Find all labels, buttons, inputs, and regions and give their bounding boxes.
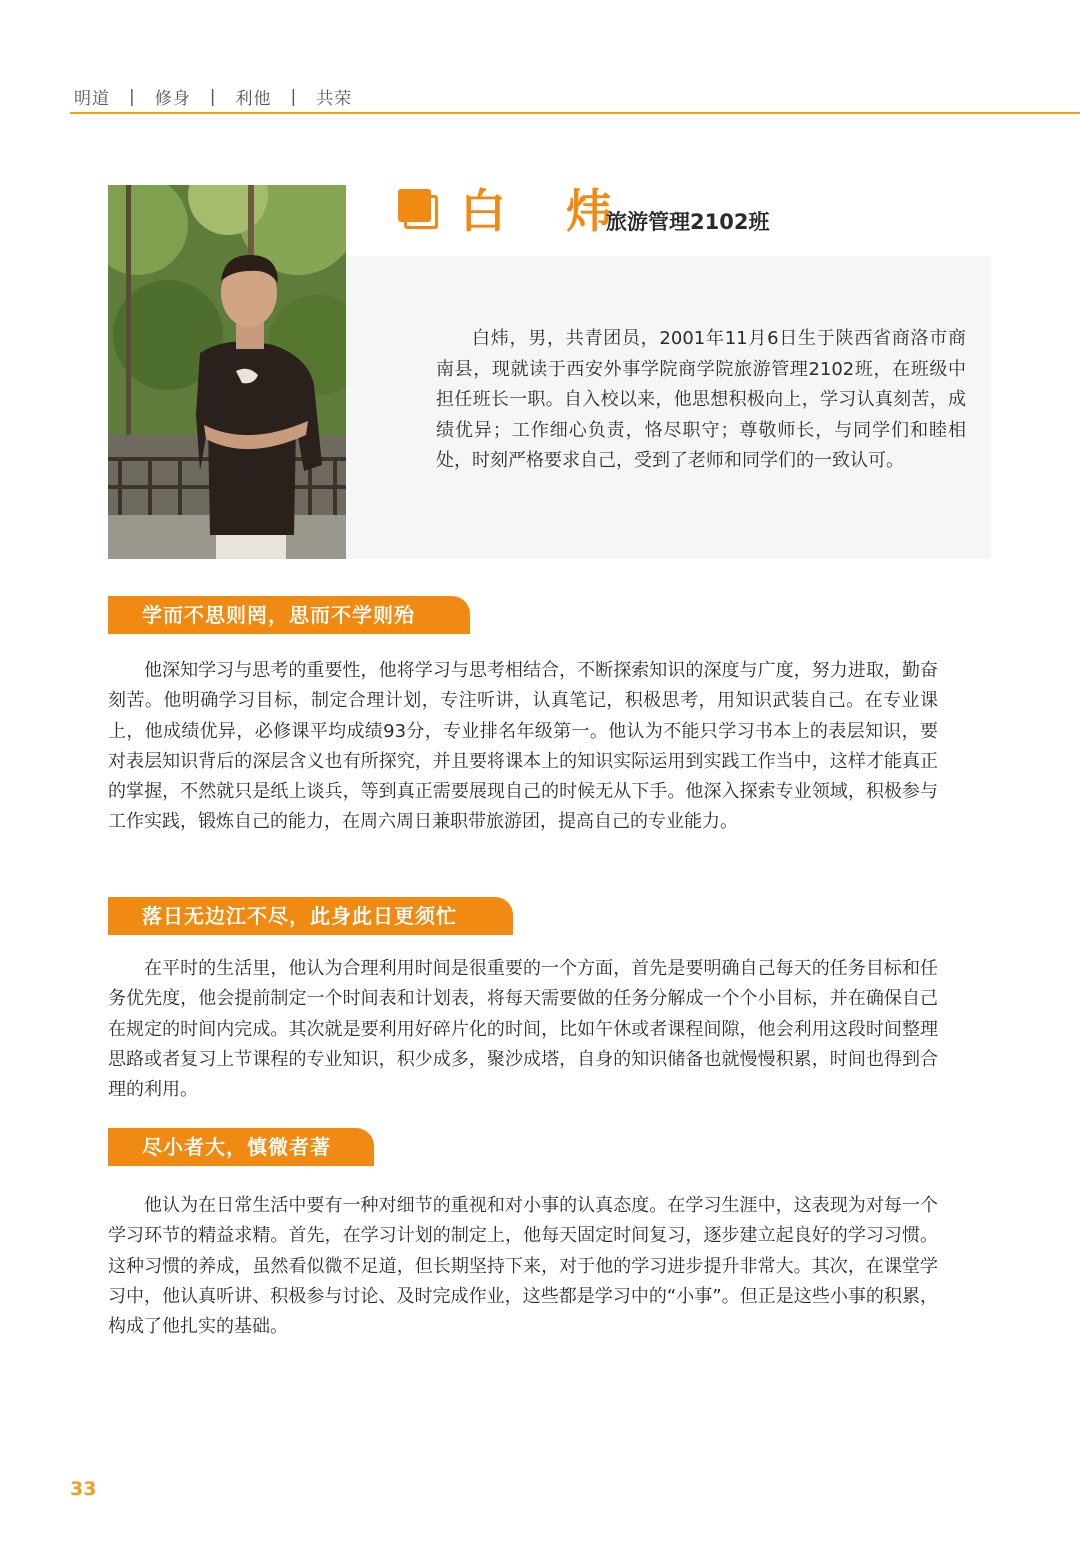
page-number: 33 <box>70 1478 97 1500</box>
section-body-details: 他认为在日常生活中要有一种对细节的重视和对小事的认真态度。在学习生涯中，这表现为对每一个学习环节的精益求精。首先，在学习计划的制定上，他每天固定时间复习，逐步建立起良好的学习习惯。这种习惯的养成，虽然看似微不足道，但长期坚持下来，对于他的学习进步提升非常大。其次，在课堂学习中，他认真听讲、积极参与讨论、及时完成作业，这些都是学习中的“小事”。但正是这些小事的积累，构成了他扎实的基础。 <box>108 1195 938 1338</box>
profile-photo-illustration <box>108 185 346 559</box>
header-divider <box>70 112 1080 114</box>
nav-separator: | <box>209 86 217 107</box>
header-nav <box>74 84 352 109</box>
section-title-details: 尽小者大，慎微者著 <box>108 1128 374 1166</box>
profile-heading <box>398 186 634 236</box>
person-name: 白 炜 <box>460 184 635 238</box>
profile-photo <box>108 185 346 559</box>
nav-item-gongrong: 共荣 <box>316 89 353 109</box>
class-name: 旅游管理2102班 <box>606 210 770 234</box>
nav-item-mingdao: 明道 <box>74 89 110 109</box>
nav-separator: | <box>129 86 136 107</box>
section-title-study: 学而不思则罔，思而不学则殆 <box>108 596 470 634</box>
square-badge-icon <box>398 189 440 233</box>
nav-item-lita: 利他 <box>235 89 272 109</box>
section-body-study: 他深知学习与思考的重要性，他将学习与思考相结合，不断探索知识的深度与广度，努力进取，勤奋刻苦。他明确学习目标，制定合理计划，专注听讲，认真笔记，积极思考，用知识武装自己。在专业课上，他成绩优异，必修课平均成绩93分，专业排名年级第一。他认为不能只学习书本上的表层知识，要对表层知识背后的深层含义也有所探究，并且要将课本上的知识实际运用到实践工作当中，这样才能真正的掌握，不然就只是纸上谈兵，等到真正需要展现自己的时候无从下手。他深入探索专业领域，积极参与工作实践，锻炼自己的能力，在周六周日兼职带旅游团，提高自己的专业能力。 <box>108 660 938 833</box>
nav-item-xiushen: 修身 <box>154 89 191 109</box>
bio-text: 白炜，男，共青团员，2001年11月6日生于陕西省商洛市商南县，现就读于西安外事学院商学院旅游管理2102班，在班级中担任班长一职。自入校以来，他思想积极向上，学习认真刻苦，成绩优异；工作细心负责，恪尽职守；尊敬师长，与同学们和睦相处，时刻严格要求自己，受到了老师和同学们的一致认可。 <box>436 328 966 471</box>
section-body-time: 在平时的生活里，他认为合理利用时间是很重要的一个方面，首先是要明确自己每天的任务目标和任务优先度，他会提前制定一个时间表和计划表，将每天需要做的任务分解成一个个小目标，并在确保自己在规定的时间内完成。其次就是要利用好碎片化的时间，比如午休或者课程间隙，他会利用这段时间整理思路或者复习上节课程的专业知识，积少成多，聚沙成塔，自身的知识储备也就慢慢积累，时间也得到合理的利用。 <box>108 958 938 1101</box>
nav-separator: | <box>290 86 298 107</box>
section-title-time: 落日无边江不尽，此身此日更须忙 <box>108 897 513 935</box>
